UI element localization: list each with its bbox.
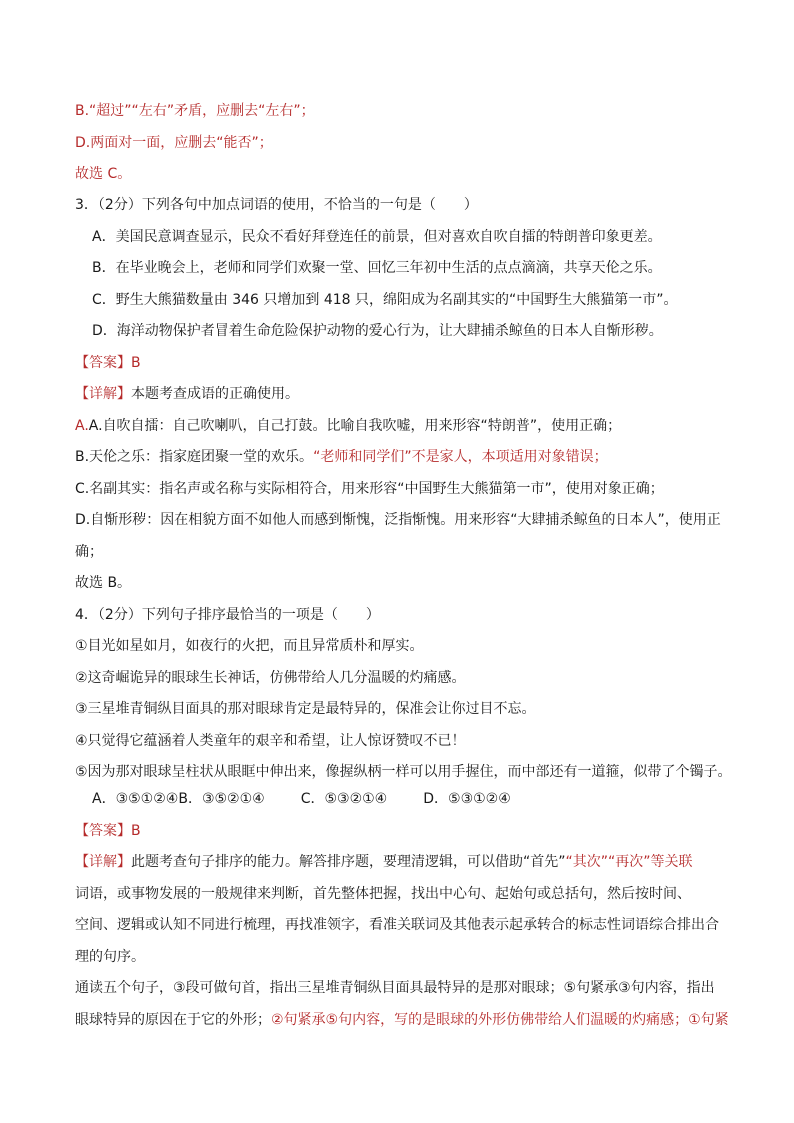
question-4-detail-line3: 空间、逻辑或认知不同进行梳理，再找准领字，看准关联词及其他表示起承转合的标志性词语综合排出合 — [75, 917, 719, 933]
explanation-d-line2: 确； — [75, 544, 103, 560]
explanation-d-line1: D.自惭形秽：因在相貌方面不如他人而感到惭愧，泛指惭愧。用来形容“大肆捕杀鲸鱼的日本人”，使用正 — [75, 512, 721, 528]
question-4-detail-line1: 【详解】此题考查句子排序的能力。解答排序题，要理清逻辑，可以借助“首先”“其次”“再次”等关联 — [75, 854, 693, 870]
detail-label: 【详解】 — [75, 386, 131, 402]
question-4-option-a: A．③⑤①②④ — [92, 791, 179, 807]
question-3-answer: 【答案】B — [75, 355, 141, 371]
sentence-3: ③三星堆青铜纵目面具的那对眼球肯定是最特异的，保准会让你过目不忘。 — [75, 701, 536, 717]
explanation-c: C.名副其实：指名声或名称与实际相符合，用来形容“中国野生大熊猫第一市”，使用对象正确； — [75, 481, 664, 497]
question-3-stem: 3．（2分）下列各句中加点词语的使用，不恰当的一句是（ ） — [75, 197, 478, 213]
question-4-option-d: D．⑤③①②④ — [423, 791, 511, 807]
question-4-detail-line5: 通读五个句子，③段可做句首，指出三星堆青铜纵目面具最特异的是那对眼球；⑤句紧承③句内容，指出 — [75, 980, 715, 996]
explanation-b-idiom: B.天伦之乐：指家庭团聚一堂的欢乐。“老师和同学们”不是家人，本项适用对象错误； — [75, 449, 608, 465]
question-4-options — [92, 789, 734, 809]
explanation-d: D.两面对一面，应删去“能否”； — [75, 135, 273, 151]
explanation-b: B.“超过”“左右”矛盾，应删去“左右”； — [75, 103, 315, 119]
question-3-option-c: C．野生大熊猫数量由 346 只增加到 418 只，绵阳成为名副其实的“中国野生大熊猫第一市”。 — [92, 292, 678, 308]
detail-text: 本题考查成语的正确使用。 — [131, 386, 299, 402]
question-4-stem: 4．（2分）下列句子排序最恰当的一项是（ ） — [75, 607, 380, 623]
question-4-detail-line6: 眼球特异的原因在于它的外形；②句紧承⑤句内容，写的是眼球的外形仿佛带给人们温暖的灼痛感；①句紧 — [75, 1012, 729, 1028]
question-4-detail-line2: 词语，或事物发展的一般规律来判断，首先整体把握，找出中心句、起始句或总括句，然后按时间、 — [75, 886, 691, 902]
answer-conclusion: 故选 C。 — [75, 166, 132, 182]
explanation-a: A.A.自吹自擂：自己吹喇叭，自己打鼓。比喻自我吹嘘，用来形容“特朗普”，使用正确； — [75, 418, 622, 434]
question-3-option-b: B．在毕业晚会上，老师和同学们欢聚一堂、回忆三年初中生活的点点滴滴，共享天伦之乐。 — [92, 260, 662, 276]
question-3-detail — [75, 384, 734, 404]
question-4-answer: 【答案】B — [75, 823, 141, 839]
question-4-option-b: B．③⑤②①④ — [178, 791, 265, 807]
question-4-option-c: C．⑤③②①④ — [300, 791, 388, 807]
sentence-4: ④只觉得它蕴涵着人类童年的艰辛和希望，让人惊讶赞叹不已！ — [75, 733, 466, 749]
question-4-detail-line4: 理的句序。 — [75, 949, 145, 965]
sentence-1: ①目光如星如月，如夜行的火把，而且异常质朴和厚实。 — [75, 638, 424, 654]
question-3-option-a: A．美国民意调查显示，民众不看好拜登连任的前景，但对喜欢自吹自擂的特朗普印象更差。 — [92, 229, 662, 245]
sentence-2: ②这奇崛诡异的眼球生长神话，仿佛带给人几分温暖的灼痛感。 — [75, 670, 466, 686]
answer-conclusion-b: 故选 B。 — [75, 575, 132, 591]
sentence-5: ⑤因为那对眼球呈柱状从眼眶中伸出来，像握纵柄一样可以用手握住，而中部还有一道箍，似带了个镯子。 — [75, 764, 732, 780]
question-3-option-d: D．海洋动物保护者冒着生命危险保护动物的爱心行为，让大肆捕杀鲸鱼的日本人自惭形秽。 — [92, 323, 663, 339]
